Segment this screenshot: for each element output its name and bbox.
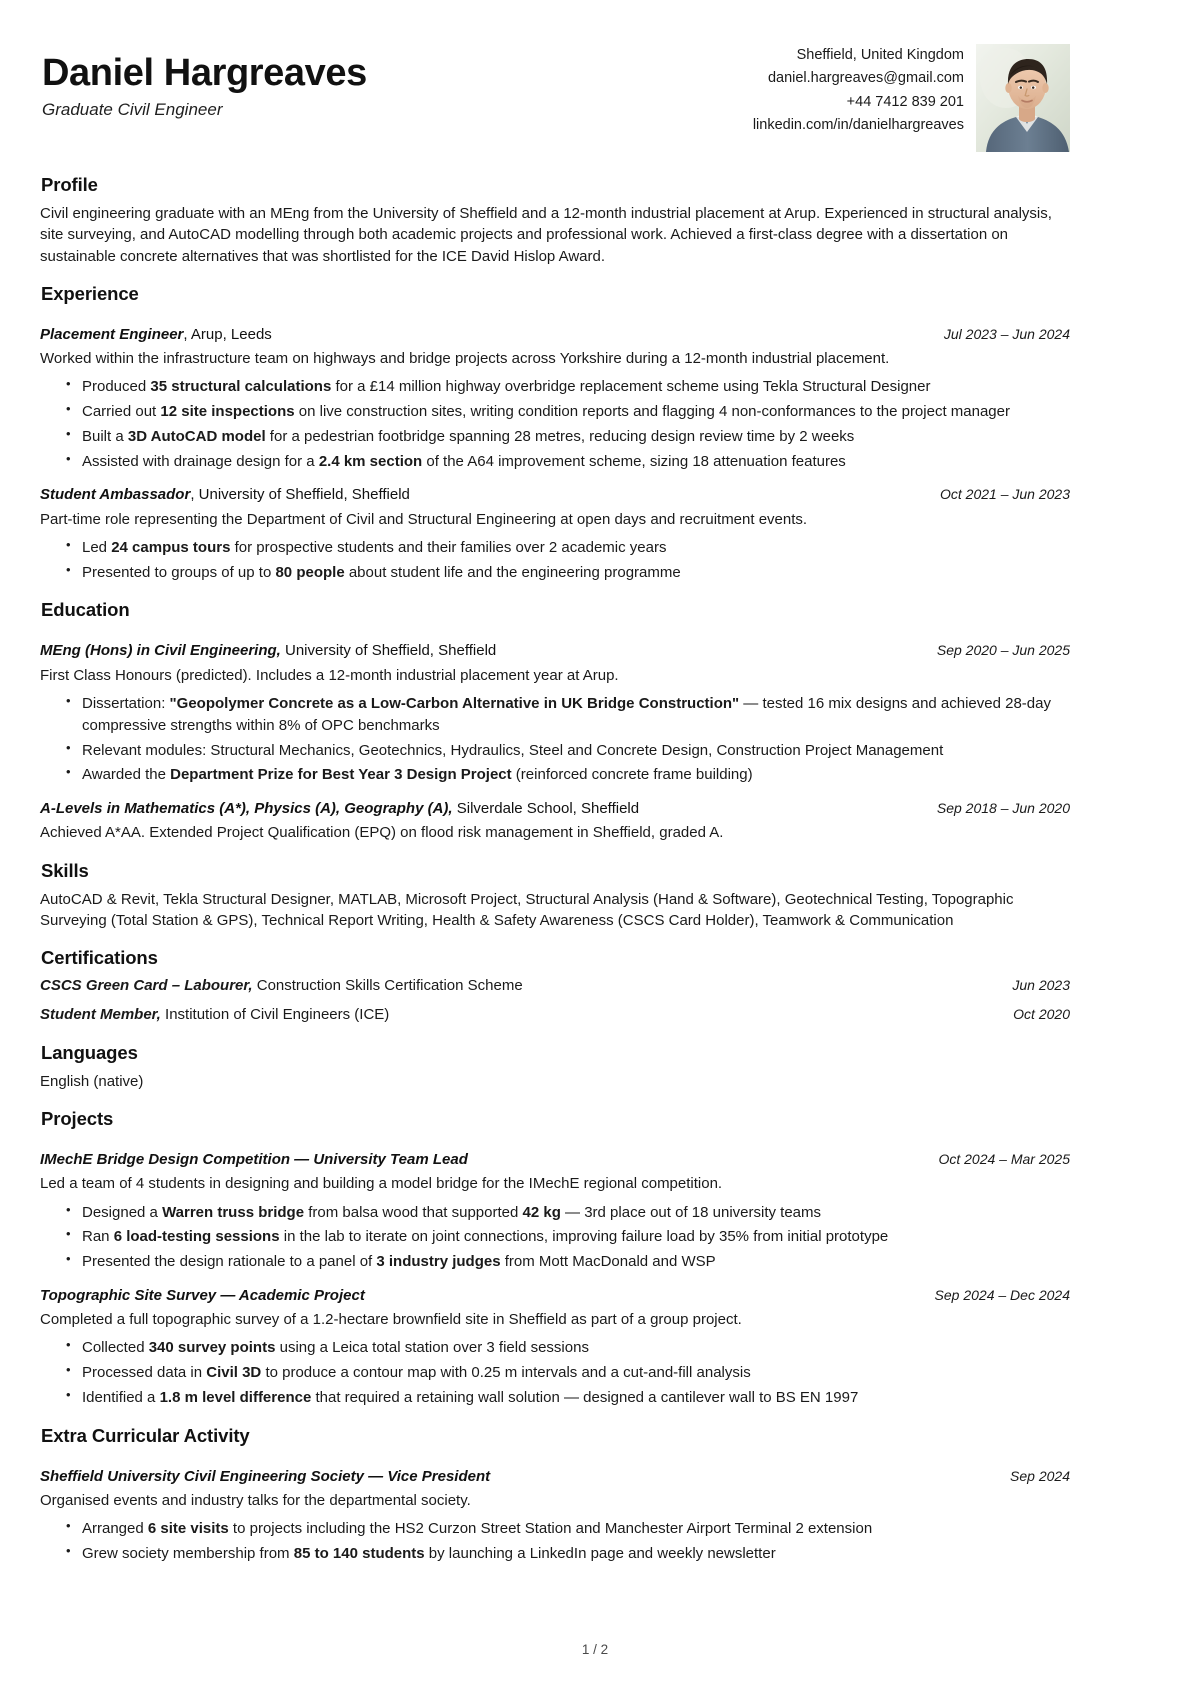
entry-org: , University of Sheffield, Sheffield [190,486,410,504]
section-certifications [40,947,1070,1026]
entry-bullets [40,1202,1070,1273]
section-heading-projects: Projects [40,1108,117,1130]
experience-entry [40,485,1070,583]
bullet-item: • Relevant modules: Structural Mechanics, Geotechnics, Hydraulics, Steel and Concrete Design, Construction Project Management [66,740,1070,762]
certification-date: Jun 2023 [1012,977,1070,994]
bullet-item: • Built a 3D AutoCAD model for a pedestrian footbridge spanning 28 metres, reducing design review time by 2 weeks [66,426,1070,448]
certification-name: Student Member, [40,1006,161,1024]
entry-degree: A-Levels in Mathematics (A*), Physics (A), Geography (A), [40,800,453,818]
section-heading-languages: Languages [40,1042,142,1064]
section-heading-certifications: Certifications [40,947,162,969]
entry-institution: Silverdale School, Sheffield [452,800,640,818]
entry-header [40,641,1070,661]
entry-title [40,485,922,505]
contact-linkedin[interactable]: linkedin.com/in/danielhargreaves [752,117,964,134]
project-entry [40,1150,1070,1273]
entry-institution: University of Sheffield, Sheffield [280,642,497,660]
section-heading-experience: Experience [40,283,143,305]
certification-issuer: Institution of Civil Engineers (ICE) [160,1006,390,1024]
bullet-item: • Presented to groups of up to 80 people about student life and the engineering programme [66,562,1070,584]
bullet-item: • Assisted with drainage design for a 2.4 km section of the A64 improvement scheme, sizing 18 attenuation features [66,451,1070,473]
bullet-item: • Carried out 12 site inspections on live construction sites, writing condition reports and flagging 4 non-conformances to the project manager [66,401,1070,423]
bullet-item: • Arranged 6 site visits to projects including the HS2 Curzon Street Station and Manchester Airport Terminal 2 extension [66,1518,1070,1540]
bullet-item: • Led 24 campus tours for prospective students and their families over 2 academic years [66,537,1070,559]
bullet-item: • Dissertation: "Geopolymer Concrete as a Low-Carbon Alternative in UK Bridge Construction" — tested 16 mix designs and achieved 28-day compressive strengths within 8% of OPC benchmarks [66,693,1070,737]
entry-title [40,325,926,345]
entry-title [40,1467,992,1487]
section-skills [40,860,1070,932]
entry-title [40,799,919,819]
page-footer [0,1642,1190,1657]
extra-curricular-entry [40,1467,1070,1565]
entry-summary: First Class Honours (predicted). Includes a 12-month industrial placement year at Arup. [40,666,619,684]
entry-degree: MEng (Hons) in Civil Engineering, [40,642,281,660]
entry-date: Sep 2020 – Jun 2025 [936,642,1070,659]
identity-block [40,36,371,120]
resume-header [40,36,1070,152]
bullet-item: • Designed a Warren truss bridge from balsa wood that supported 42 kg — 3rd place out of 18 university teams [66,1202,1070,1224]
avatar [976,44,1070,152]
profile-text: Civil engineering graduate with an MEng from the University of Sheffield and a 12-month industrial placement at Arup. Experienced in structural analysis, site surveying, and AutoCAD modelling through both academic projects and professional work. Achieved a first-class degree with a dissertation on sustainable concrete alternatives that was shortlisted for the ICE David Hislop Award. [40,205,1052,265]
bullet-item: • Produced 35 structural calculations for a £14 million highway overbridge replacement scheme using Tekla Structural Designer [66,376,1070,398]
entry-date: Jul 2023 – Jun 2024 [943,325,1070,342]
entry-role: Placement Engineer [40,325,184,343]
education-entry [40,799,1070,844]
certification-text [40,1005,389,1025]
entry-date: Sep 2024 – Dec 2024 [934,1286,1070,1303]
skills-text: AutoCAD & Revit, Tekla Structural Designer, MATLAB, Microsoft Project, Structural Analysis (Hand & Software), Geotechnical Testing, Topographic Surveying (Total Station & GPS), Technical Report Writing, Health & Safety Awareness (CSCS Card Holder), Teamwork & Communication [40,890,1014,929]
entry-header [40,799,1070,819]
bullet-item: • Identified a 1.8 m level difference that required a retaining wall solution — designed a cantilever wall to BS EN 1997 [66,1387,1070,1409]
certification-name: CSCS Green Card – Labourer, [40,977,253,995]
entry-bullets [40,376,1070,472]
entry-summary: Worked within the infrastructure team on highways and bridge projects across Yorkshire during a 12-month industrial placement. [40,350,890,368]
activity-name: Sheffield University Civil Engineering Society — Vice President [40,1467,491,1485]
entry-date: Sep 2018 – Jun 2020 [936,800,1070,817]
certification-date: Oct 2020 [1013,1006,1070,1023]
entry-bullets [40,1337,1070,1408]
contact-phone[interactable]: +44 7412 839 201 [846,93,964,110]
section-extra-curricular [40,1425,1070,1565]
certification-text [40,976,523,996]
entry-title [40,1150,920,1170]
bullet-item: • Awarded the Department Prize for Best Year 3 Design Project (reinforced concrete frame building) [66,764,1070,786]
project-name: Topographic Site Survey — Academic Project [40,1286,365,1304]
section-heading-profile: Profile [40,174,102,196]
bullet-item: • Ran 6 load-testing sessions in the lab to iterate on joint connections, improving failure load by 35% from initial prototype [66,1226,1070,1248]
entry-org: , Arup, Leeds [183,325,272,343]
entry-date: Oct 2021 – Jun 2023 [940,486,1070,503]
section-heading-extra-curricular: Extra Curricular Activity [40,1425,254,1447]
certification-row [40,1005,1070,1025]
entry-date: Oct 2024 – Mar 2025 [938,1150,1070,1167]
entry-header [40,1286,1070,1306]
entry-title [40,641,919,661]
page-title: Daniel Hargreaves [40,54,371,94]
contact-details [753,44,964,138]
entry-title [40,1286,917,1306]
section-projects [40,1108,1070,1409]
headshot-photo-icon [976,44,1070,152]
entry-bullets [40,693,1070,786]
entry-summary: Completed a full topographic survey of a 1.2-hectare brownfield site in Sheffield as part of a group project. [40,1311,742,1329]
entry-bullets [40,1518,1070,1565]
section-profile [40,174,1070,267]
entry-date: Sep 2024 [1010,1467,1070,1484]
contact-email[interactable]: daniel.hargreaves@gmail.com [767,70,964,87]
section-languages [40,1042,1070,1092]
entry-summary: Part-time role representing the Department of Civil and Structural Engineering at open days and recruitment events. [40,510,808,528]
entry-header [40,325,1070,345]
section-heading-education: Education [40,599,134,621]
bullet-item: • Grew society membership from 85 to 140 students by launching a LinkedIn page and weekly newsletter [66,1543,1070,1565]
education-entry [40,641,1070,786]
section-experience [40,283,1070,584]
contact-photo-block [753,36,1070,152]
certification-issuer: Construction Skills Certification Scheme [252,977,523,995]
certification-row [40,976,1070,996]
languages-text: English (native) [40,1072,144,1090]
experience-entry [40,325,1070,473]
bullet-item: • Presented the design rationale to a panel of 3 industry judges from Mott MacDonald and WSP [66,1251,1070,1273]
entry-header [40,1150,1070,1170]
job-tagline: Graduate Civil Engineer [42,99,223,119]
page-indicator: 1 / 2 [581,1642,609,1657]
entry-header [40,1467,1070,1487]
entry-summary: Led a team of 4 students in designing and building a model bridge for the IMechE regional competition. [40,1175,723,1193]
project-name: IMechE Bridge Design Competition — University Team Lead [40,1150,468,1168]
contact-location: Sheffield, United Kingdom [796,47,964,63]
entry-role: Student Ambassador [40,486,191,504]
bullet-item: • Processed data in Civil 3D to produce a contour map with 0.25 m intervals and a cut-and-fill analysis [66,1362,1070,1384]
entry-bullets [40,537,1070,584]
entry-header [40,485,1070,505]
entry-summary: Achieved A*AA. Extended Project Qualification (EPQ) on flood risk management in Sheffield, graded A. [40,824,724,842]
section-education [40,599,1070,843]
project-entry [40,1286,1070,1409]
section-heading-skills: Skills [40,860,93,882]
bullet-item: • Collected 340 survey points using a Leica total station over 3 field sessions [66,1337,1070,1359]
entry-summary: Organised events and industry talks for the departmental society. [40,1491,471,1509]
